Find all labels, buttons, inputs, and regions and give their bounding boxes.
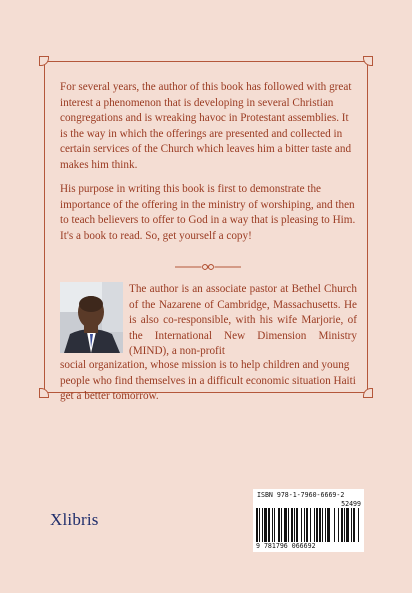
- blurb-frame: [44, 61, 368, 403]
- barcode: [253, 489, 364, 552]
- blurb-paragraph-1: For several years, the author of this book has followed with great interest a phenomenon that is developing in several Christian congregations and is wreaking havoc in Protestant assemblies. It is the way in which the offerings are presented and collected in certain services of the Church which leaves him a bitter taste and makes him think.: [60, 81, 352, 171]
- publisher-logo: Xlibris: [50, 510, 99, 529]
- author-bio: The author is an associate pastor at Bethel Church of the Nazarene of Cambridge, Massachusetts. He is also co-responsible, with his wife Marjorie, of the International New Dimension Ministry (MIND), a non-profit: [129, 283, 357, 358]
- frame-corner: [39, 388, 49, 398]
- frame-corner: [363, 56, 373, 66]
- ornament-divider-icon: [175, 262, 241, 272]
- barcode-number: 9 781796 066692: [256, 542, 316, 550]
- barcode-addon: 52499: [341, 500, 361, 508]
- author-bio-continued: social organization, whose mission is to help children and young people who find themselves in a difficult economic situation Haiti get a better tomorrow.: [60, 359, 356, 403]
- frame-corner: [39, 56, 49, 66]
- blurb-paragraph-2: His purpose in writing this book is first to demonstrate the importance of the offering in the ministry of worshiping, and then to teach believers to offer to God in a way that is pleasing to Him. It's a book to read. So, get yourself a copy!: [60, 183, 356, 242]
- barcode-bars-icon: [256, 508, 361, 542]
- frame-corner: [363, 388, 373, 398]
- isbn-label: ISBN 978-1-7960-6669-2: [257, 491, 345, 499]
- author-photo: [60, 282, 123, 353]
